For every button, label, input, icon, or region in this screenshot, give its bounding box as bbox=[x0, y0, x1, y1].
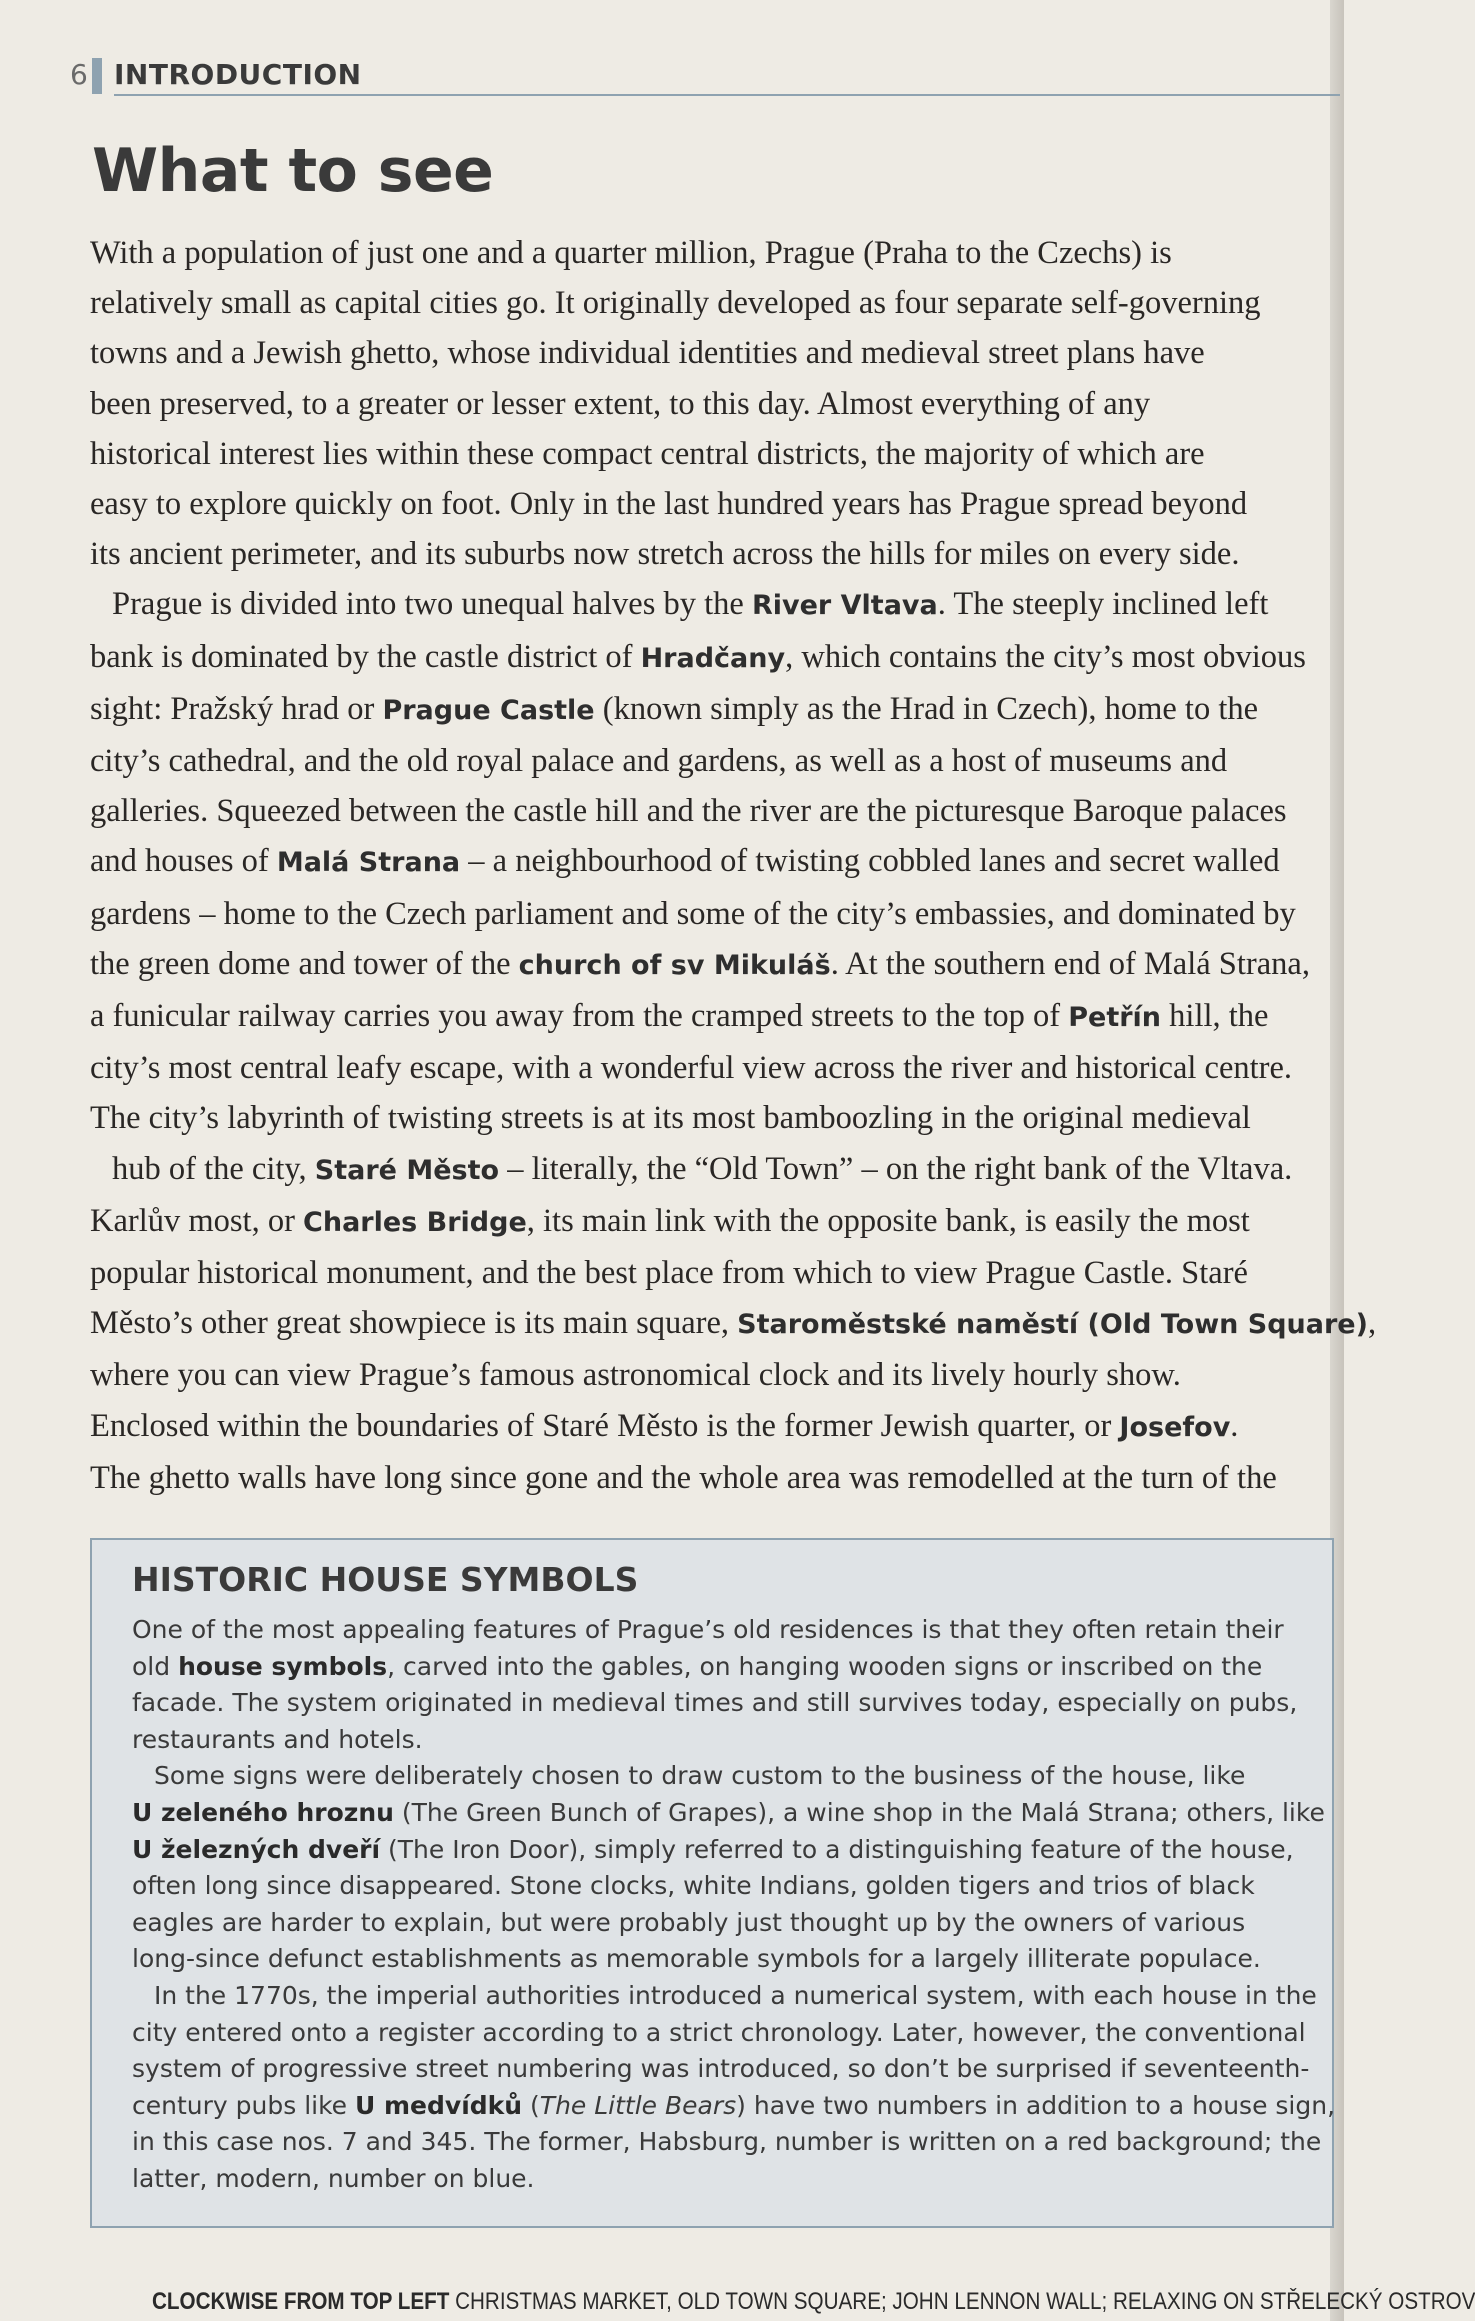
sidebar-text bbox=[132, 1612, 1336, 2198]
body-line bbox=[90, 1093, 1330, 1143]
text-run: One of the most appealing features of Prague’s old residences is that they often retain their bbox=[132, 1615, 1284, 1644]
text-run: , carved into the gables, on hanging wooden signs or inscribed on the bbox=[387, 1651, 1263, 1681]
body-line bbox=[90, 1298, 1377, 1350]
text-run: restaurants and hotels. bbox=[132, 1724, 423, 1754]
sidebar-line bbox=[132, 2051, 1332, 2088]
body-line bbox=[90, 379, 1330, 429]
text-run: hill, the bbox=[1161, 998, 1269, 1035]
body-line bbox=[90, 1453, 1330, 1503]
body-line bbox=[90, 278, 1330, 328]
text-run: easy to explore quickly on foot. Only in the last hundred years has Prague spread beyond bbox=[90, 486, 1248, 523]
text-run: often long since disappeared. Stone clocks, white Indians, golden tigers and trios of black bbox=[132, 1871, 1255, 1901]
historic-house-symbols-box bbox=[90, 1538, 1334, 2228]
text-run: where you can view Prague’s famous astronomical clock and its lively hourly show. bbox=[90, 1357, 1181, 1394]
text-run: (The Green Bunch of Grapes), a wine shop in the Malá Strana; others, like bbox=[393, 1797, 1325, 1827]
text-run: old bbox=[132, 1651, 179, 1681]
bold-term: Malá Strana bbox=[276, 847, 461, 879]
text-run: Some signs were deliberately chosen to draw custom to the business of the house, like bbox=[154, 1761, 1246, 1791]
text-run: . The steeply inclined left bbox=[937, 586, 1269, 623]
sidebar-line bbox=[132, 1758, 1332, 1795]
bold-term: Staroměstské naměstí (Old Town Square) bbox=[737, 1309, 1368, 1341]
text-run: city’s most central leafy escape, with a wonderful view across the river and historical centre. bbox=[90, 1050, 1293, 1087]
body-line bbox=[90, 579, 1330, 631]
bold-term: U medvídků bbox=[355, 2090, 523, 2120]
body-line bbox=[90, 786, 1330, 836]
text-run: system of progressive street numbering was introduced, so don’t be surprised if seventeenth- bbox=[132, 2054, 1310, 2084]
text-run: popular historical monument, and the best place from which to view Prague Castle. Staré bbox=[90, 1255, 1248, 1292]
body-line bbox=[90, 529, 1330, 579]
body-line bbox=[90, 328, 1330, 378]
text-run: city entered onto a register according to a strict chronology. Later, however, the conventional bbox=[132, 2017, 1306, 2047]
text-run: The city’s labyrinth of twisting streets is at its most bamboozling in the original medieval bbox=[90, 1100, 1251, 1137]
text-run: its ancient perimeter, and its suburbs now stretch across the hills for miles on every side. bbox=[90, 536, 1240, 573]
body-line bbox=[90, 1196, 1330, 1248]
page-title: What to see bbox=[92, 136, 494, 206]
body-line bbox=[90, 632, 1330, 684]
bold-term: Hradčany bbox=[640, 642, 786, 674]
italic-title: The Little Bears bbox=[539, 2090, 737, 2120]
text-run: Enclosed within the boundaries of Staré Město is the former Jewish quarter, or bbox=[90, 1407, 1120, 1444]
text-run: century pubs like bbox=[132, 2090, 355, 2120]
bold-term: U zeleného hroznu bbox=[132, 1797, 394, 1827]
text-run: , its main link with the opposite bank, is easily the most bbox=[526, 1202, 1250, 1239]
text-run: hub of the city, bbox=[112, 1150, 315, 1187]
bold-term: River Vltava bbox=[751, 590, 938, 622]
caption-lead: CLOCKWISE FROM TOP LEFT bbox=[152, 2288, 450, 2315]
text-run: In the 1770s, the imperial authorities introduced a numerical system, with each house in the bbox=[154, 1980, 1317, 2010]
text-run: been preserved, to a greater or lesser extent, to this day. Almost everything of any bbox=[90, 385, 1151, 422]
text-run: (known simply as the Hrad in Czech), home to the bbox=[594, 690, 1259, 727]
text-run: bank is dominated by the castle district of bbox=[90, 638, 641, 675]
body-line bbox=[90, 1144, 1330, 1196]
text-run: – literally, the “Old Town” – on the right bank of the Vltava. bbox=[499, 1150, 1293, 1187]
sidebar-line bbox=[132, 1649, 1332, 1686]
sidebar-line bbox=[132, 1722, 1332, 1759]
sidebar-line bbox=[132, 1795, 1332, 1832]
text-run: in this case nos. 7 and 345. The former, Habsburg, number is written on a red background; the bbox=[132, 2127, 1322, 2157]
text-run: ) have two numbers in addition to a house sign, bbox=[736, 2090, 1336, 2120]
text-run: (The Iron Door), simply referred to a distinguishing feature of the house, bbox=[380, 1834, 1294, 1864]
sidebar-line bbox=[132, 1905, 1332, 1942]
body-line bbox=[90, 479, 1330, 529]
text-run: . At the southern end of Malá Strana, bbox=[830, 945, 1310, 982]
text-run: eagles are harder to explain, but were probably just thought up by the owners of various bbox=[132, 1907, 1246, 1937]
text-run: sight: Pražský hrad or bbox=[90, 690, 383, 727]
page-number: 6 bbox=[70, 58, 88, 91]
text-run: the green dome and tower of the bbox=[90, 945, 519, 982]
body-line bbox=[90, 939, 1330, 991]
text-run: gardens – home to the Czech parliament and some of the city’s embassies, and dominated by bbox=[90, 895, 1296, 932]
text-run: . bbox=[1230, 1407, 1239, 1444]
text-run: Město’s other great showpiece is its main square, bbox=[90, 1305, 738, 1342]
bold-term: house symbols bbox=[178, 1651, 388, 1681]
text-run: a funicular railway carries you away from the cramped streets to the top of bbox=[90, 998, 1069, 1035]
sidebar-title: HISTORIC HOUSE SYMBOLS bbox=[132, 1560, 639, 1599]
running-header bbox=[70, 56, 1340, 96]
text-run: – a neighbourhood of twisting cobbled lanes and secret walled bbox=[460, 843, 1280, 880]
body-line bbox=[90, 684, 1330, 736]
header-rule bbox=[114, 94, 1340, 96]
bold-term: Staré Město bbox=[314, 1154, 500, 1186]
text-run: With a population of just one and a quarter million, Prague (Praha to the Czechs) is bbox=[90, 235, 1172, 271]
bold-term: Petřín bbox=[1068, 1002, 1162, 1034]
text-run: Prague is divided into two unequal halves by the bbox=[112, 586, 752, 623]
sidebar-line bbox=[132, 1612, 1332, 1649]
body-line bbox=[90, 1043, 1330, 1093]
sidebar-line bbox=[132, 1832, 1332, 1869]
text-run: , which contains the city’s most obvious bbox=[785, 638, 1306, 675]
caption-text: CHRISTMAS MARKET, OLD TOWN SQUARE; JOHN LENNON WALL; RELAXING ON STŘELECKÝ OSTROV bbox=[449, 2288, 1475, 2315]
header-accent-bar bbox=[92, 58, 102, 94]
sidebar-line bbox=[132, 2124, 1332, 2161]
body-line bbox=[90, 228, 1330, 278]
text-run: city’s cathedral, and the old royal palace and gardens, as well as a host of museums and bbox=[90, 743, 1228, 780]
body-line bbox=[90, 1248, 1330, 1298]
body-line bbox=[90, 991, 1330, 1043]
body-line bbox=[90, 1350, 1330, 1400]
text-run: long-since defunct establishments as memorable symbols for a largely illiterate populace. bbox=[132, 1944, 1261, 1974]
text-run: towns and a Jewish ghetto, whose individual identities and medieval street plans have bbox=[90, 335, 1205, 372]
body-text bbox=[90, 228, 1377, 1503]
text-run: historical interest lies within these compact central districts, the majority of which are bbox=[90, 435, 1205, 472]
sidebar-line bbox=[132, 1868, 1332, 1905]
sidebar-line bbox=[132, 1941, 1332, 1978]
sidebar-line bbox=[132, 1978, 1332, 2015]
bold-term: church of sv Mikuláš bbox=[518, 949, 831, 981]
sidebar-line bbox=[132, 2015, 1332, 2052]
text-run: facade. The system originated in medieval times and still survives today, especially on pubs, bbox=[132, 1688, 1298, 1718]
body-line bbox=[90, 889, 1330, 939]
text-run: ( bbox=[522, 2090, 540, 2120]
photo-caption bbox=[152, 2288, 1475, 2316]
text-run: galleries. Squeezed between the castle hill and the river are the picturesque Baroque palaces bbox=[90, 793, 1287, 830]
section-label: INTRODUCTION bbox=[114, 58, 362, 91]
body-line bbox=[90, 736, 1330, 786]
bold-term: Prague Castle bbox=[382, 694, 595, 726]
bold-term: Charles Bridge bbox=[303, 1206, 527, 1238]
text-run: , bbox=[1367, 1305, 1377, 1342]
sidebar-line bbox=[132, 2088, 1336, 2125]
bold-term: U železných dveří bbox=[132, 1834, 381, 1864]
text-run: The ghetto walls have long since gone and the whole area was remodelled at the turn of the bbox=[90, 1459, 1277, 1496]
bold-term: Josefov bbox=[1119, 1411, 1231, 1443]
sidebar-line bbox=[132, 1685, 1332, 1722]
body-line bbox=[90, 1401, 1330, 1453]
text-run: latter, modern, number on blue. bbox=[132, 2163, 535, 2193]
sidebar-line bbox=[132, 2161, 1332, 2198]
body-line bbox=[90, 429, 1330, 479]
text-run: relatively small as capital cities go. It originally developed as four separate self-governing bbox=[90, 285, 1261, 322]
text-run: and houses of bbox=[90, 843, 277, 880]
body-line bbox=[90, 836, 1330, 888]
text-run: Karlův most, or bbox=[90, 1202, 304, 1239]
